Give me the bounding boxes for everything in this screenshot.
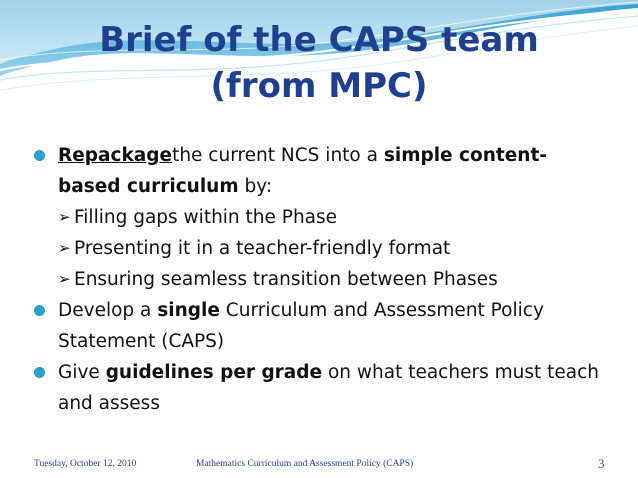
bullet-text: by:: [238, 176, 273, 197]
bullet-bold-text: single: [157, 300, 220, 321]
arrow-bullet-icon: ➢: [58, 270, 71, 288]
bullet-text: on what teachers must teach and assess: [58, 362, 599, 414]
arrow-bullet-icon: ➢: [58, 239, 71, 257]
bullet-item-give: [34, 357, 604, 419]
bullet-bold-text: simple content-based curriculum: [58, 145, 547, 197]
slide-title-line-2: (from MPC): [210, 66, 428, 106]
slide-title-line-1: Brief of the CAPS team: [99, 20, 539, 60]
sub-bullet-text: Presenting it in a teacher-friendly format: [74, 238, 451, 259]
sub-bullet-item: [34, 264, 604, 295]
bullet-text: Develop a: [58, 300, 158, 321]
circle-bullet-icon: [34, 150, 45, 161]
sub-bullet-item: [34, 202, 604, 233]
footer-date: Tuesday, October 12, 2010: [34, 459, 137, 469]
sub-bullet-item: [34, 233, 604, 264]
arrow-bullet-icon: ➢: [58, 208, 71, 226]
bullet-item-repackage: [34, 140, 604, 202]
sub-bullet-text: Ensuring seamless transition between Phases: [74, 269, 498, 290]
bullet-keyword-repackage: Repackage: [58, 145, 173, 166]
bullet-text: Give: [58, 362, 106, 383]
bullet-bold-text: guidelines per grade: [105, 362, 323, 383]
footer-title: Mathematics Curriculum and Assessment Policy (CAPS): [196, 459, 414, 469]
circle-bullet-icon: [34, 305, 45, 316]
circle-bullet-icon: [34, 367, 45, 378]
page-number: 3: [598, 456, 605, 471]
bullet-item-develop: [34, 295, 604, 357]
bullet-text: Curriculum and Assessment Policy Statement (CAPS): [58, 300, 544, 352]
bullet-text: the current NCS into a: [172, 145, 384, 166]
slide-body: [34, 140, 604, 419]
sub-bullet-text: Filling gaps within the Phase: [74, 207, 338, 228]
